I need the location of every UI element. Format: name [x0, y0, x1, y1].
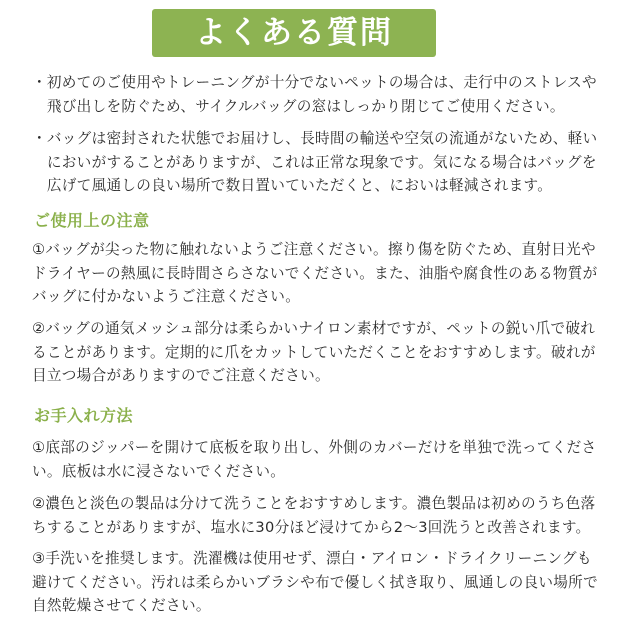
- caution-item-1: [32, 238, 618, 309]
- faq-item-2-line-1: ・バッグは密封された状態でお届けし、長時間の輸送や空気の流通がないため、軽い: [32, 130, 598, 147]
- faq-item-1-line-1: ・初めてのご使用やトレーニングが十分でないペットの場合は、走行中のストレスや: [32, 74, 597, 91]
- care-item-1-line-1: ①底部のジッパーを開けて底板を取り出し、外側のカバーだけを単独で洗ってくださ: [32, 439, 597, 456]
- caution-item-2-line-2: ることがあります。定期的に爪をカットしていただくことをおすすめします。破れが: [32, 343, 596, 361]
- care-item-2-line-2: ちすることがありますが、塩水に30分ほど浸けてから2〜3回洗うと改善されます。: [32, 518, 591, 536]
- page-title: よくある質問: [152, 9, 436, 57]
- caution-item-1-line-2: ドライヤーの熱風に長時間さらさないでください。また、油脂や腐食性のある物質が: [32, 264, 598, 282]
- care-heading: お手入れ方法: [34, 406, 134, 425]
- caution-item-2: [32, 317, 618, 388]
- caution-item-2-line-1: ②バッグの通気メッシュ部分は柔らかいナイロン素材ですが、ペットの鋭い爪で破れ: [32, 320, 596, 337]
- care-item-3: [32, 547, 618, 618]
- caution-item-1-line-1: ①バッグが尖った物に触れないようご注意ください。擦り傷を防ぐため、直射日光や: [32, 241, 596, 258]
- care-item-1-line-2: い。底板は水に浸さないでください。: [32, 462, 286, 480]
- faq-item-2-line-3: 広げて風通しの良い場所で数日置いていただくと、においは軽減されます。: [32, 177, 553, 194]
- care-item-2: [32, 492, 618, 539]
- faq-item-1: [32, 71, 618, 118]
- care-item-3-line-2: 避けてください。汚れは柔らかいブラシや布で優しく拭き取り、風通しの良い場所で: [32, 573, 598, 591]
- care-item-2-line-1: ②濃色と淡色の製品は分けて洗うことをおすすめします。濃色製品は初めのうち色落: [32, 495, 596, 512]
- care-item-1: [32, 436, 618, 483]
- care-item-3-line-3: 自然乾燥させてください。: [32, 597, 211, 614]
- caution-heading: ご使用上の注意: [34, 211, 150, 230]
- faq-item-2-line-2: においがすることがありますが、これは正常な現象です。気になる場合はバッグを: [32, 153, 597, 171]
- care-item-3-line-1: ③手洗いを推奨します。洗濯機は使用せず、漂白・アイロン・ドライクリーニングも: [32, 550, 592, 567]
- caution-item-1-line-3: バッグに付かないようご注意ください。: [32, 288, 301, 305]
- faq-item-2: [32, 127, 618, 198]
- faq-item-1-line-2: 飛び出しを防ぐため、サイクルバッグの窓はしっかり閉じてご使用ください。: [32, 97, 565, 115]
- caution-item-2-line-3: 目立つ場合がありますのでご注意ください。: [32, 367, 330, 384]
